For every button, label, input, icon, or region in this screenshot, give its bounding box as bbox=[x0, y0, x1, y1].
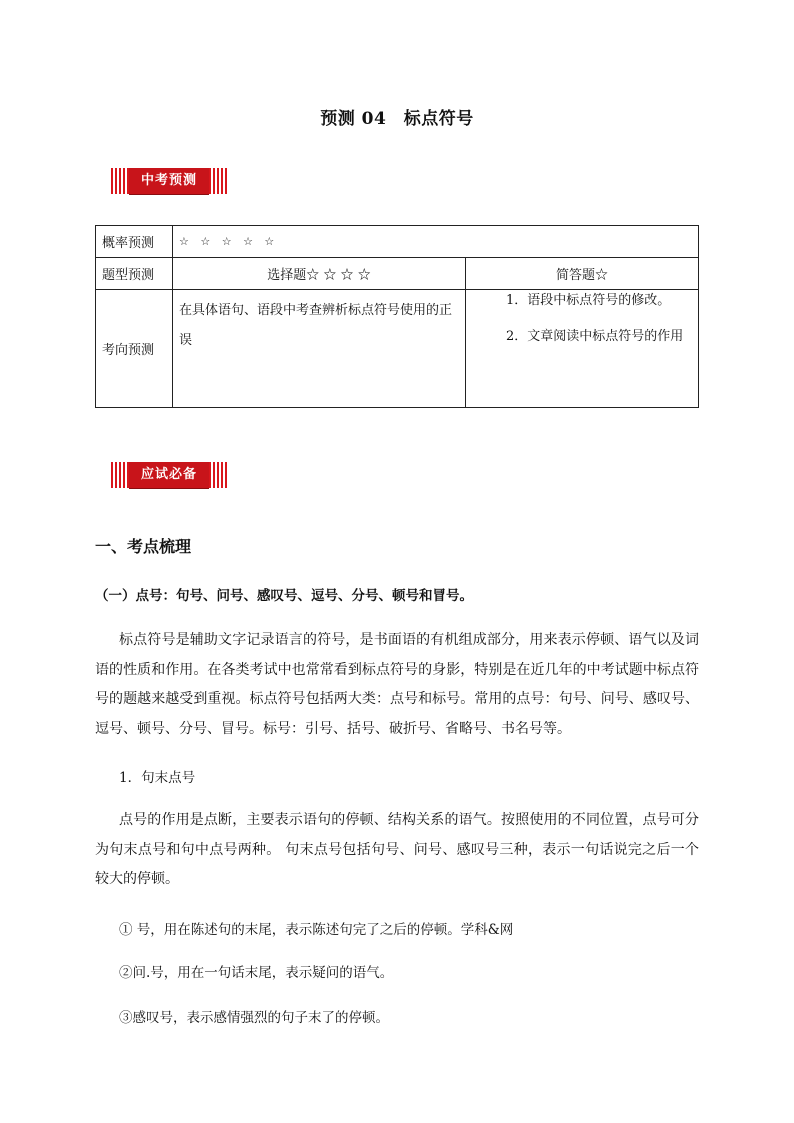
row-label: 题型预测 bbox=[96, 258, 173, 290]
short-answer-cell: 简答题☆ bbox=[466, 258, 699, 290]
banner-stripes bbox=[111, 462, 129, 488]
row-label: 考向预测 bbox=[96, 290, 173, 408]
subheading-sentence-end: 1．句末点号 bbox=[119, 770, 196, 786]
banner-label: 中考预测 bbox=[129, 168, 209, 194]
table-row bbox=[96, 258, 699, 290]
section-banner-prep bbox=[111, 462, 227, 488]
list-item: ②问.号，用在一句话末尾，表示疑问的语气。 bbox=[119, 965, 394, 981]
direction-description: 在具体语句、语段中考查辨析标点符号使用的正误 bbox=[173, 290, 466, 408]
banner-label: 应试必备 bbox=[129, 462, 209, 488]
direction-list bbox=[466, 290, 699, 408]
banner-stripes bbox=[209, 168, 227, 194]
list-item: ③感叹号，表示感情强烈的句子末了的停顿。 bbox=[119, 1010, 389, 1026]
section-heading: 一、考点梳理 bbox=[95, 537, 192, 556]
row-label: 概率预测 bbox=[96, 226, 173, 258]
table-row bbox=[96, 290, 699, 408]
section-banner-forecast bbox=[111, 168, 227, 194]
list-item: 1．语段中标点符号的修改。 bbox=[506, 293, 671, 308]
forecast-table bbox=[95, 225, 699, 408]
probability-stars: ☆ ☆ ☆ ☆ ☆ bbox=[173, 226, 699, 258]
list-item: ① 号，用在陈述句的末尾，表示陈述句完了之后的停顿。学科&网 bbox=[119, 922, 514, 938]
table-row bbox=[96, 226, 699, 258]
banner-stripes bbox=[209, 462, 227, 488]
choice-question-cell: 选择题☆ ☆ ☆ ☆ bbox=[173, 258, 466, 290]
paragraph-pause: 点号的作用是点断，主要表示语句的停顿、结构关系的语气。按照使用的不同位置，点号可分为句末点号和句中点号两种。 句末点号包括句号、问号、感叹号三种，表示一句话说完之后一个较大的停顿。 bbox=[95, 812, 699, 887]
list-item: 2．文章阅读中标点符号的作用 bbox=[506, 329, 684, 344]
page-title: 预测 04 标点符号 bbox=[320, 109, 474, 129]
banner-stripes bbox=[111, 168, 129, 194]
paragraph-intro: 标点符号是辅助文字记录语言的符号，是书面语的有机组成部分，用来表示停顿、语气以及词语的性质和作用。在各类考试中也常常看到标点符号的身影，特别是在近几年的中考试题中标点符号的题越来越受到重视。标点符号包括两大类：点号和标号。常用的点号：句号、问号、感叹号、逗号、顿号、分号、冒号。标号：引号、括号、破折号、省略号、书名号等。 bbox=[95, 632, 699, 737]
subsection-heading: （一）点号：句号、问号、感叹号、逗号、分号、顿号和冒号。 bbox=[95, 588, 473, 604]
